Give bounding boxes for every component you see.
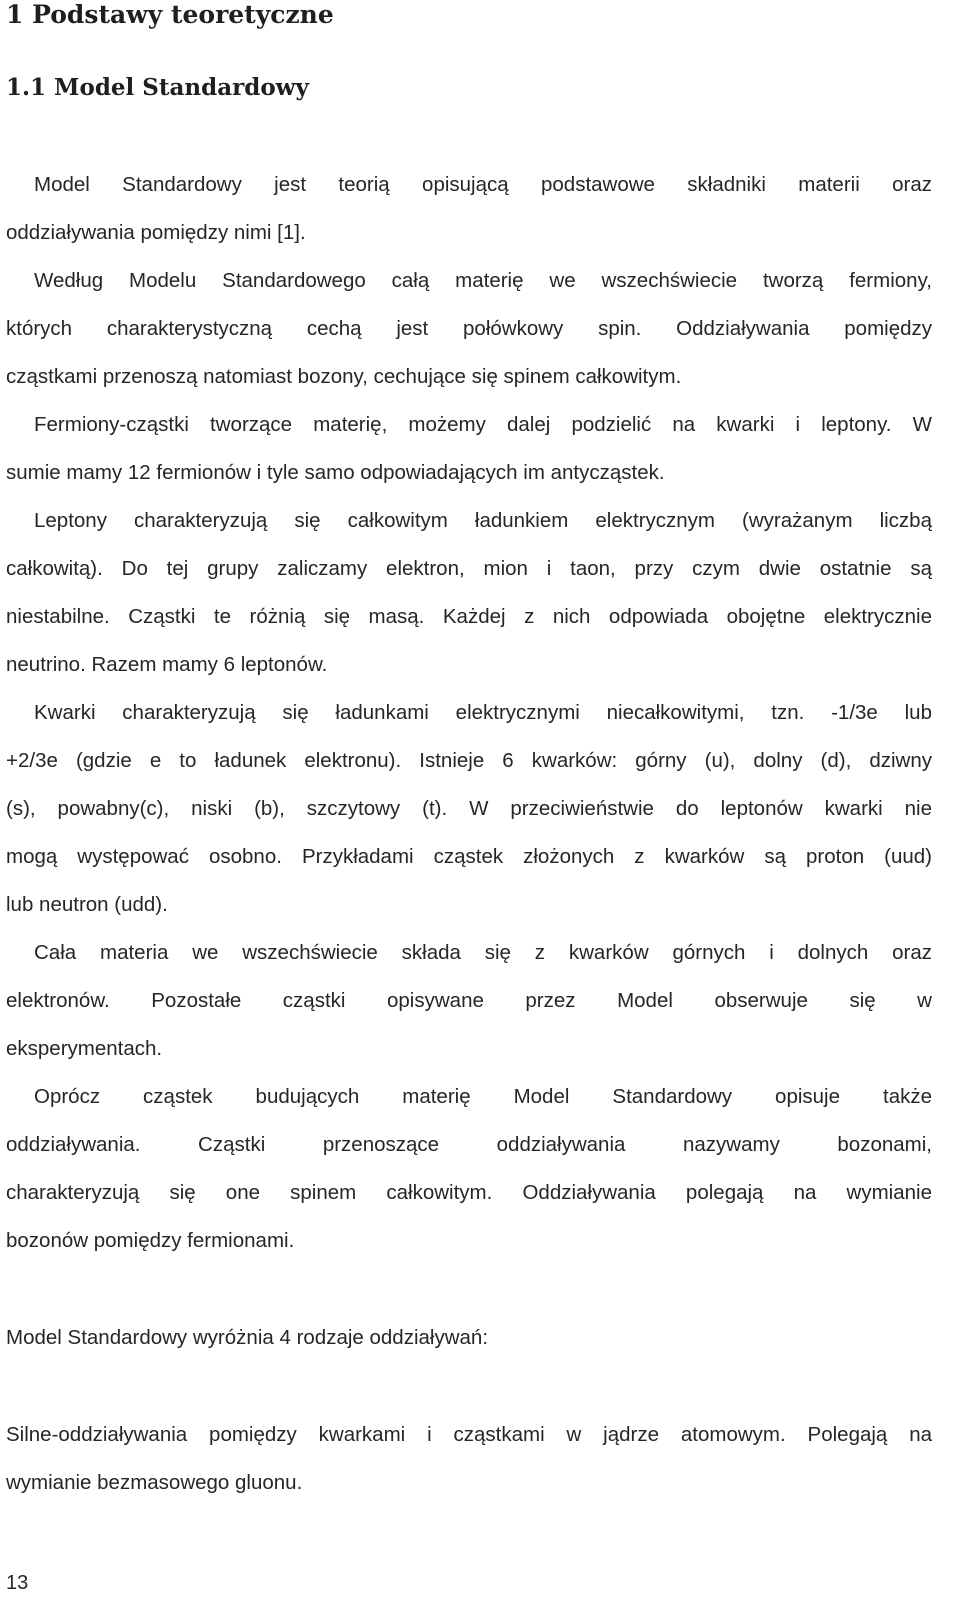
text-line: Leptony charakteryzują się całkowitym ładunkiem elektrycznym (wyrażanym liczbą [34, 509, 932, 532]
text-line: niestabilne. Cząstki te różnią się masą. Każdej z nich odpowiada obojętne elektrycznie [6, 605, 932, 628]
text-line: Kwarki charakteryzują się ładunkami elektrycznymi niecałkowitymi, tzn. -1/3e lub [34, 701, 932, 724]
text-line: wymianie bezmasowego gluonu. [6, 1471, 303, 1494]
text-line: Według Modelu Standardowego całą materię we wszechświecie tworzą fermiony, [34, 269, 932, 292]
text-line: Cała materia we wszechświecie składa się z kwarków górnych i dolnych oraz [34, 941, 932, 964]
text-line: eksperymentach. [6, 1037, 163, 1060]
text-line: których charakterystyczną cechą jest połówkowy spin. Oddziaływania pomiędzy [6, 317, 932, 340]
text-line: (s), powabny(c), niski (b), szczytowy (t). W przeciwieństwie do leptonów kwarki nie [6, 797, 932, 820]
text-line: +2/3e (gdzie e to ładunek elektronu). Istnieje 6 kwarków: górny (u), dolny (d), dziwny [6, 749, 932, 772]
text-line: charakteryzują się one spinem całkowitym. Oddziaływania polegają na wymianie [6, 1181, 932, 1204]
text-line: oddziaływania. Cząstki przenoszące oddziaływania nazywamy bozonami, [6, 1133, 932, 1156]
text-line: Fermiony-cząstki tworzące materię, możemy dalej podzielić na kwarki i leptony. W [34, 413, 932, 436]
text-line: sumie mamy 12 fermionów i tyle samo odpowiadających im antycząstek. [6, 461, 665, 484]
text-line: elektronów. Pozostałe cząstki opisywane przez Model obserwuje się w [6, 989, 932, 1012]
text-line: neutrino. Razem mamy 6 leptonów. [6, 653, 328, 676]
text-line: Model Standardowy jest teorią opisującą podstawowe składniki materii oraz [34, 173, 932, 196]
text-line: bozonów pomiędzy fermionami. [6, 1229, 295, 1252]
text-line: Silne-oddziaływania pomiędzy kwarkami i cząstkami w jądrze atomowym. Polegają na [6, 1423, 932, 1446]
chapter-heading: 1 Podstawy teoretyczne [6, 0, 334, 29]
page-number: 13 [6, 1572, 29, 1594]
text-line: cząstkami przenoszą natomiast bozony, cechujące się spinem całkowitym. [6, 365, 682, 388]
text-line: całkowitą). Do tej grupy zaliczamy elektron, mion i taon, przy czym dwie ostatnie są [6, 557, 932, 580]
text-line: Oprócz cząstek budujących materię Model Standardowy opisuje także [34, 1085, 932, 1108]
section-heading: 1.1 Model Standardowy [6, 74, 309, 101]
text-line: Model Standardowy wyróżnia 4 rodzaje oddziaływań: [6, 1326, 489, 1349]
text-line: oddziaływania pomiędzy nimi [1]. [6, 221, 306, 244]
text-line: mogą występować osobno. Przykładami cząstek złożonych z kwarków są proton (uud) [6, 845, 932, 868]
text-line: lub neutron (udd). [6, 893, 168, 916]
